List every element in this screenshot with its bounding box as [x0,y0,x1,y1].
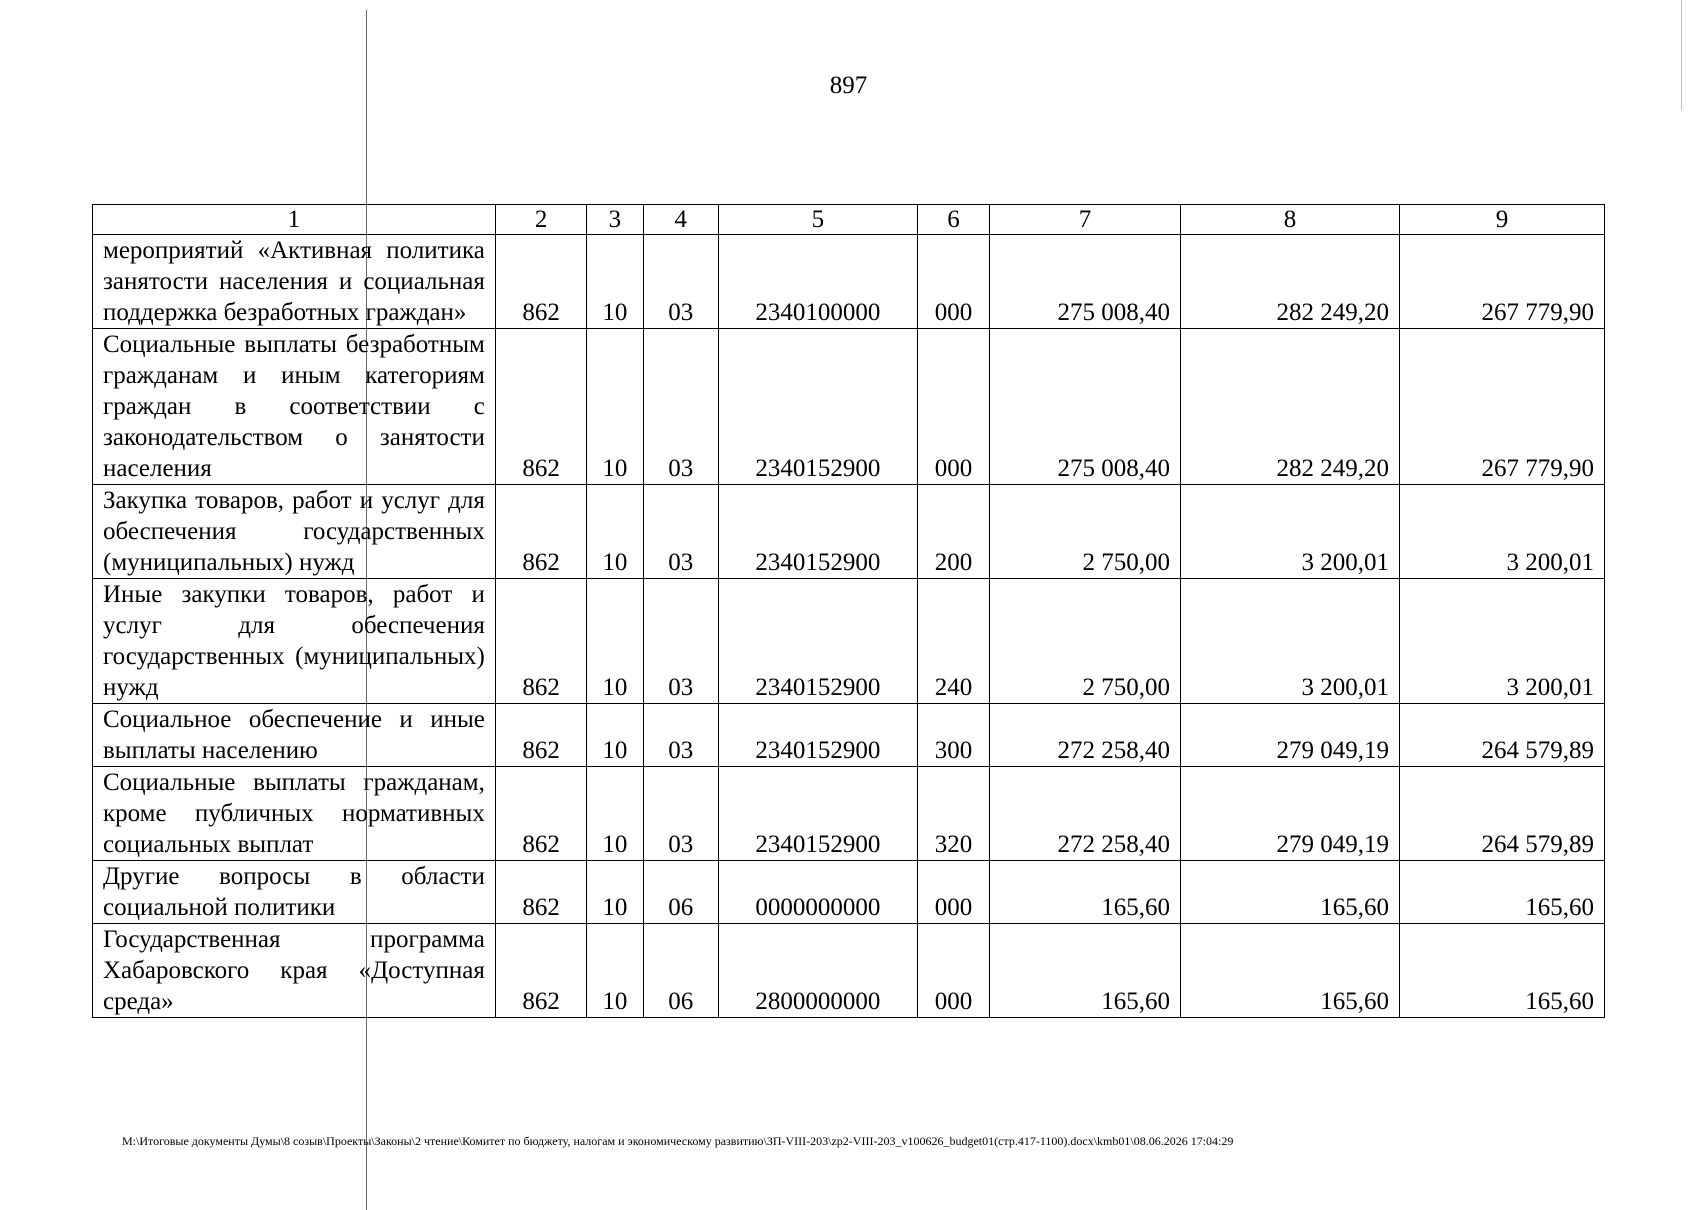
cell-admin-code: 862 [495,767,586,861]
cell-amount-col7: 165,60 [990,861,1181,924]
cell-amount-col9: 165,60 [1399,861,1604,924]
row-name: Социальное обеспечение и иные выплаты населению [93,704,496,767]
cell-subsection: 06 [643,924,718,1018]
cell-amount-col9: 267 779,90 [1399,235,1604,329]
cell-target-article: 2340152900 [718,579,917,704]
cell-amount-col7: 275 008,40 [990,329,1181,485]
cell-admin-code: 862 [495,861,586,924]
cell-expense-type: 300 [917,704,989,767]
table-row [93,924,1605,1018]
cell-section: 10 [587,767,643,861]
cell-section: 10 [587,704,643,767]
cell-subsection: 03 [643,235,718,329]
column-header: 8 [1180,205,1399,235]
cell-amount-col7: 275 008,40 [990,235,1181,329]
cell-amount-col8: 279 049,19 [1180,767,1399,861]
cell-admin-code: 862 [495,924,586,1018]
cell-admin-code: 862 [495,579,586,704]
page-number: 897 [829,72,868,99]
cell-amount-col8: 279 049,19 [1180,704,1399,767]
cell-amount-col7: 165,60 [990,924,1181,1018]
cell-amount-col8: 165,60 [1180,861,1399,924]
row-name: Государственная программа Хабаровского края «Доступная среда» [93,924,496,1018]
cell-amount-col7: 272 258,40 [990,767,1181,861]
cell-admin-code: 862 [495,235,586,329]
cell-amount-col7: 2 750,00 [990,485,1181,579]
cell-target-article: 2340152900 [718,329,917,485]
cell-subsection: 03 [643,704,718,767]
cell-admin-code: 862 [495,704,586,767]
cell-admin-code: 862 [495,329,586,485]
table-row [93,485,1605,579]
cell-section: 10 [587,861,643,924]
column-header: 6 [917,205,989,235]
column-header: 9 [1399,205,1604,235]
cell-amount-col8: 282 249,20 [1180,329,1399,485]
cell-target-article: 2340152900 [718,767,917,861]
cell-subsection: 03 [643,329,718,485]
row-name: Закупка товаров, работ и услуг для обеспечения государственных (муниципальных) нужд [93,485,496,579]
cell-expense-type: 000 [917,924,989,1018]
row-name: Социальные выплаты гражданам, кроме публичных нормативных социальных выплат [93,767,496,861]
cell-expense-type: 240 [917,579,989,704]
cell-target-article: 2340100000 [718,235,917,329]
cell-section: 10 [587,579,643,704]
cell-target-article: 2340152900 [718,704,917,767]
budget-table [92,204,1605,1018]
cell-subsection: 03 [643,485,718,579]
column-header: 7 [990,205,1181,235]
table-row [93,329,1605,485]
cell-subsection: 06 [643,861,718,924]
cell-amount-col9: 3 200,01 [1399,579,1604,704]
cell-target-article: 2800000000 [718,924,917,1018]
cell-amount-col7: 2 750,00 [990,579,1181,704]
cell-amount-col9: 3 200,01 [1399,485,1604,579]
cell-subsection: 03 [643,579,718,704]
table-row [93,861,1605,924]
column-header: 2 [495,205,586,235]
cell-amount-col9: 165,60 [1399,924,1604,1018]
row-name: Иные закупки товаров, работ и услуг для обеспечения государственных (муниципальных) нужд [93,579,496,704]
cell-expense-type: 320 [917,767,989,861]
cell-admin-code: 862 [495,485,586,579]
table-row [93,235,1605,329]
column-header: 5 [718,205,917,235]
cell-target-article: 2340152900 [718,485,917,579]
cell-amount-col9: 267 779,90 [1399,329,1604,485]
column-header: 3 [587,205,643,235]
cell-expense-type: 000 [917,861,989,924]
column-header: 1 [93,205,496,235]
cell-amount-col8: 3 200,01 [1180,485,1399,579]
table-row [93,579,1605,704]
cell-amount-col7: 272 258,40 [990,704,1181,767]
cell-target-article: 0000000000 [718,861,917,924]
cell-amount-col8: 282 249,20 [1180,235,1399,329]
document-file-path-footer: M:\Итоговые документы Думы\8 созыв\Проекты\Законы\2 чтение\Комитет по бюджету, налогам и экономическому развитию\ЗП-VIII-203\zp2-VIII-203_v100626_budget01(стр.417-1100).docx\kmb01\08.06.2026 17:04:29 [122,1134,1234,1148]
cell-amount-col8: 3 200,01 [1180,579,1399,704]
cell-expense-type: 200 [917,485,989,579]
cell-section: 10 [587,485,643,579]
table-row [93,767,1605,861]
cell-amount-col9: 264 579,89 [1399,704,1604,767]
row-name: Социальные выплаты безработным гражданам и иным категориям граждан в соответствии с законодательством о занятости населения [93,329,496,485]
table-row [93,704,1605,767]
table-header-row [93,205,1605,235]
cell-section: 10 [587,924,643,1018]
cell-expense-type: 000 [917,235,989,329]
column-header: 4 [643,205,718,235]
row-name: Другие вопросы в области социальной политики [93,861,496,924]
cell-subsection: 03 [643,767,718,861]
cell-section: 10 [587,329,643,485]
cell-section: 10 [587,235,643,329]
cell-amount-col8: 165,60 [1180,924,1399,1018]
cell-amount-col9: 264 579,89 [1399,767,1604,861]
cell-expense-type: 000 [917,329,989,485]
row-name: мероприятий «Активная политика занятости населения и социальная поддержка безработных граждан» [93,235,496,329]
